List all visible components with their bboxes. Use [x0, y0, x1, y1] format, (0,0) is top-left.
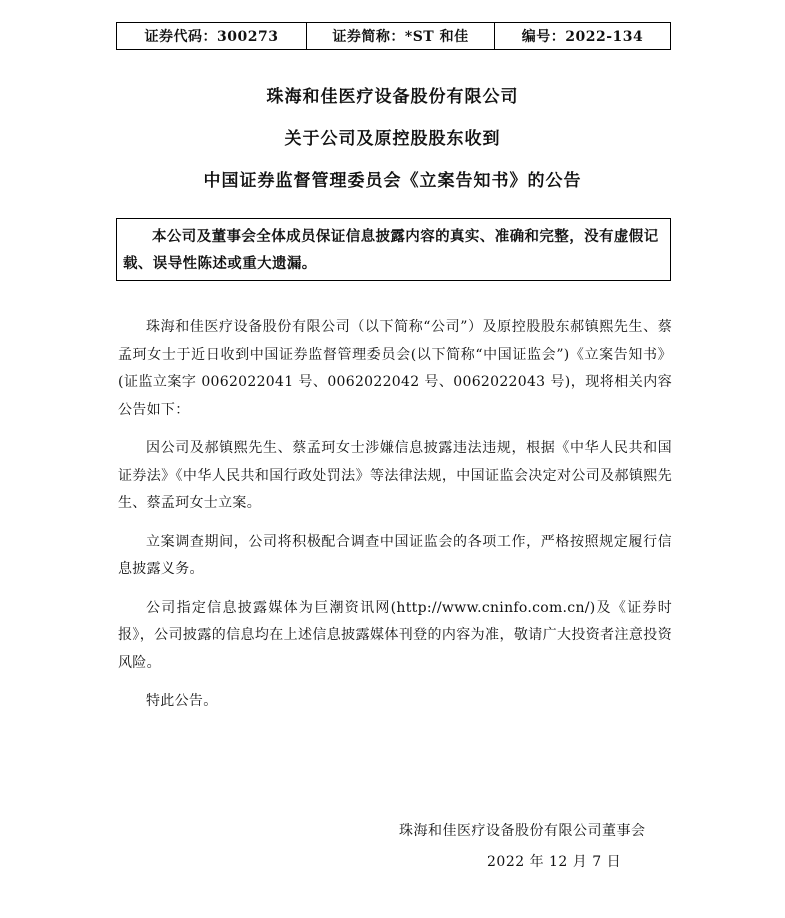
paragraph-4: 公司指定信息披露媒体为巨潮资讯网(http://www.cninfo.com.cn/)及《证券时报》，公司披露的信息均在上述信息披露媒体刊登的内容为准，敬请广大投资者注意投资风险。: [118, 599, 672, 671]
signature-date: 2022 年 12 月 7 日: [487, 854, 622, 870]
stock-code: 证券代码：300273: [144, 29, 279, 45]
paragraph-closing: 特此公告。: [146, 693, 218, 709]
header-info-table: [116, 22, 671, 50]
notice-number: 编号：2022-134: [494, 23, 670, 49]
announcement-body: [118, 314, 672, 727]
disclaimer-text: 本公司及董事会全体成员保证信息披露内容的真实、准确和完整，没有虚假记载、误导性陈述或重大遗漏。: [123, 229, 659, 272]
stock-name: 证券简称：*ST 和佳: [306, 23, 494, 49]
title-line2: 关于公司及原控股股东收到: [284, 129, 501, 149]
title-line3: 中国证券监督管理委员会《立案告知书》的公告: [203, 171, 582, 191]
paragraph-2: 因公司及郝镇熙先生、蔡孟珂女士涉嫌信息披露违法违规，根据《中华人民共和国证券法》《中华人民共和国行政处罚法》等法律法规，中国证监会决定对公司及郝镇熙先生、蔡孟珂女士立案。: [118, 440, 672, 511]
signature-issuer: 珠海和佳医疗设备股份有限公司董事会: [399, 823, 646, 839]
paragraph-3: 立案调查期间，公司将积极配合调查中国证监会的各项工作，严格按照规定履行信息披露义务。: [118, 533, 672, 577]
paragraph-1: 珠海和佳医疗设备股份有限公司（以下简称“公司”）及原控股股东郝镇熙先生、蔡孟珂女士于近日收到中国证券监督管理委员会(以下简称“中国证监会”)《立案告知书》(证监立案字 0062022041 号、0062022042 号、0062022043 号)，现将相关内容公告如下：: [118, 319, 672, 418]
disclaimer-box: [116, 218, 671, 281]
title-company: 珠海和佳医疗设备股份有限公司: [266, 87, 519, 107]
